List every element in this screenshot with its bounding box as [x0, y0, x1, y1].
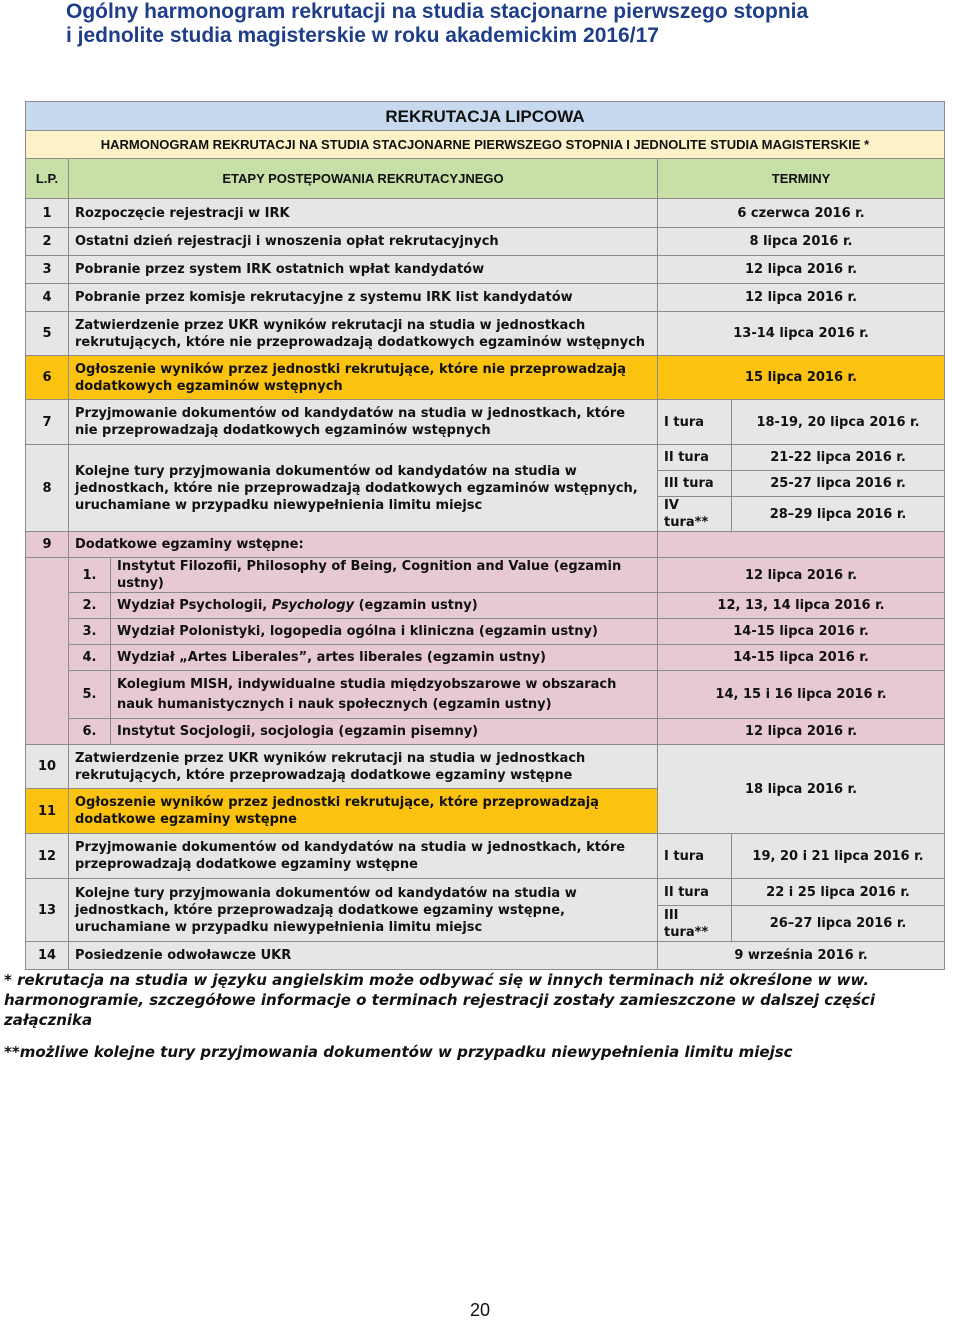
exam-number: 5. — [69, 671, 111, 719]
row-stage: Przyjmowanie dokumentów od kandydatów na studia w jednostkach, które nie przeprowadzają dodatkowych egzaminów wstępnych — [69, 400, 658, 445]
row-turn: III tura** — [658, 906, 732, 942]
document-title-line2: i jednolite studia magisterskie w roku akademickim 2016/17 — [66, 24, 659, 47]
exam-name-line: nauk humanistycznych i nauk społecznych (egzamin ustny) — [117, 696, 552, 712]
row-stage: Ogłoszenie wyników przez jednostki rekrutujące, które nie przeprowadzają dodatkowych egzaminów wstępnych — [69, 356, 658, 400]
row-lp: 12 — [26, 834, 69, 879]
header-dates: TERMINY — [658, 159, 945, 199]
table-row — [26, 445, 945, 471]
row-lp-empty — [26, 558, 69, 745]
row-date: 18 lipca 2016 r. — [658, 745, 945, 834]
exam-row — [26, 558, 945, 593]
footnote-2: **możliwe kolejne tury przyjmowania dokumentów w przypadku niewypełnienia limitu miejsc — [4, 1043, 793, 1061]
table-row — [26, 834, 945, 879]
row-date: 12 lipca 2016 r. — [658, 284, 945, 312]
row-date: 15 lipca 2016 r. — [658, 356, 945, 400]
row-lp: 6 — [26, 356, 69, 400]
row-date: 22 i 25 lipca 2016 r. — [732, 879, 945, 906]
row-stage: Pobranie przez komisje rekrutacyjne z systemu IRK list kandydatów — [69, 284, 658, 312]
row-lp: 10 — [26, 745, 69, 789]
exam-date: 12, 13, 14 lipca 2016 r. — [658, 593, 945, 619]
footnotes — [4, 970, 959, 1074]
row-date: 25-27 lipca 2016 r. — [732, 471, 945, 497]
row-stage: Ostatni dzień rejestracji i wnoszenia opłat rekrutacyjnych — [69, 228, 658, 256]
row-date: 21-22 lipca 2016 r. — [732, 445, 945, 471]
row-stage: Ogłoszenie wyników przez jednostki rekrutujące, które przeprowadzają dodatkowe egzaminy wstępne — [69, 789, 658, 834]
row-lp: 5 — [26, 312, 69, 356]
exam-name-line: Kolegium MISH, indywidualne studia międzyobszarowe w obszarach — [117, 676, 617, 692]
row-lp: 4 — [26, 284, 69, 312]
row-stage: Pobranie przez system IRK ostatnich wpłat kandydatów — [69, 256, 658, 284]
row-date: 18-19, 20 lipca 2016 r. — [732, 400, 945, 445]
table-row — [26, 312, 945, 356]
exam-number: 2. — [69, 593, 111, 619]
row-stage: Przyjmowanie dokumentów od kandydatów na studia w jednostkach, które przeprowadzają dodatkowe egzaminy wstępne — [69, 834, 658, 879]
row-lp: 9 — [26, 532, 69, 558]
exam-date: 14-15 lipca 2016 r. — [658, 645, 945, 671]
exam-number: 3. — [69, 619, 111, 645]
exam-number: 4. — [69, 645, 111, 671]
row-turn: IV tura** — [658, 497, 732, 532]
row-turn: I tura — [658, 400, 732, 445]
table-row — [26, 228, 945, 256]
row-stage: Zatwierdzenie przez UKR wyników rekrutacji na studia w jednostkach rekrutujących, które nie przeprowadzają dodatkowych egzaminów wstępnych — [69, 312, 658, 356]
document-title — [66, 0, 946, 48]
table-row — [26, 532, 945, 558]
exam-row — [26, 645, 945, 671]
exam-name-italic: Psychology — [271, 598, 355, 613]
exam-date: 12 lipca 2016 r. — [658, 558, 945, 593]
table-subtitle: HARMONOGRAM REKRUTACJI NA STUDIA STACJONARNE PIERWSZEGO STOPNIA I JEDNOLITE STUDIA MAGISTERSKIE * — [26, 131, 945, 159]
row-turn: II tura — [658, 445, 732, 471]
row-lp: 13 — [26, 879, 69, 942]
exam-date: 14-15 lipca 2016 r. — [658, 619, 945, 645]
table-row — [26, 745, 945, 789]
row-date: 19, 20 i 21 lipca 2016 r. — [732, 834, 945, 879]
recruitment-schedule-table — [25, 101, 945, 970]
exam-name — [111, 671, 658, 719]
row-date: 9 września 2016 r. — [658, 942, 945, 970]
row-date: 6 czerwca 2016 r. — [658, 199, 945, 228]
header-stage: ETAPY POSTĘPOWANIA REKRUTACYJNEGO — [69, 159, 658, 199]
exam-name — [111, 593, 658, 619]
row-date: 13-14 lipca 2016 r. — [658, 312, 945, 356]
row-lp: 8 — [26, 445, 69, 532]
row-lp: 14 — [26, 942, 69, 970]
exam-name: Instytut Socjologii, socjologia (egzamin pisemny) — [111, 719, 658, 745]
column-header-row — [26, 159, 945, 199]
row-date: 12 lipca 2016 r. — [658, 256, 945, 284]
exam-date: 12 lipca 2016 r. — [658, 719, 945, 745]
row-date-empty — [658, 532, 945, 558]
table-row — [26, 879, 945, 906]
exam-row — [26, 671, 945, 719]
row-stage: Zatwierdzenie przez UKR wyników rekrutacji na studia w jednostkach rekrutujących, które przeprowadzają dodatkowe egzaminy wstępne — [69, 745, 658, 789]
table-row — [26, 942, 945, 970]
page-number: 20 — [469, 1300, 491, 1320]
table-title: REKRUTACJA LIPCOWA — [26, 102, 945, 131]
table-row — [26, 356, 945, 400]
row-lp: 2 — [26, 228, 69, 256]
row-stage: Dodatkowe egzaminy wstępne: — [69, 532, 658, 558]
row-lp: 1 — [26, 199, 69, 228]
table-row — [26, 400, 945, 445]
exam-number: 6. — [69, 719, 111, 745]
row-turn: III tura — [658, 471, 732, 497]
document-title-line1: Ogólny harmonogram rekrutacji na studia stacjonarne pierwszego stopnia — [66, 0, 809, 23]
exam-name: Instytut Filozofii, Philosophy of Being, Cognition and Value (egzamin ustny) — [111, 558, 658, 593]
table-row — [26, 199, 945, 228]
table-subtitle-row — [26, 131, 945, 159]
exam-date: 14, 15 i 16 lipca 2016 r. — [658, 671, 945, 719]
footnote-1: * rekrutacja na studia w języku angielskim może odbywać się w innych terminach niż określone w ww. harmonogramie, szczegółowe informacje o terminach rejestracji zostały zamieszczone w dalszej części załącznika — [4, 971, 876, 1029]
row-date: 26–27 lipca 2016 r. — [732, 906, 945, 942]
table-row — [26, 256, 945, 284]
table-row — [26, 284, 945, 312]
row-lp: 3 — [26, 256, 69, 284]
row-stage: Rozpoczęcie rejestracji w IRK — [69, 199, 658, 228]
row-stage: Kolejne tury przyjmowania dokumentów od kandydatów na studia w jednostkach, które przeprowadzają dodatkowe egzaminy wstępne, uruchamiane w przypadku niewypełnienia limitu miejsc — [69, 879, 658, 942]
exam-row — [26, 619, 945, 645]
row-lp: 11 — [26, 789, 69, 834]
exam-row — [26, 719, 945, 745]
exam-row — [26, 593, 945, 619]
exam-name-part: (egzamin ustny) — [354, 598, 478, 613]
row-date: 8 lipca 2016 r. — [658, 228, 945, 256]
row-stage: Kolejne tury przyjmowania dokumentów od kandydatów na studia w jednostkach, które nie przeprowadzają dodatkowych egzaminów wstępnych, uruchamiane w przypadku niewypełnienia limitu miejsc — [69, 445, 658, 532]
row-stage: Posiedzenie odwoławcze UKR — [69, 942, 658, 970]
exam-name: Wydział Polonistyki, logopedia ogólna i kliniczna (egzamin ustny) — [111, 619, 658, 645]
table-title-row — [26, 102, 945, 131]
row-lp: 7 — [26, 400, 69, 445]
row-date: 28–29 lipca 2016 r. — [732, 497, 945, 532]
row-turn: I tura — [658, 834, 732, 879]
exam-name: Wydział „Artes Liberales”, artes liberales (egzamin ustny) — [111, 645, 658, 671]
exam-name-part: Wydział Psychologii, — [117, 598, 272, 613]
header-lp: L.P. — [26, 159, 69, 199]
row-turn: II tura — [658, 879, 732, 906]
exam-number: 1. — [69, 558, 111, 593]
